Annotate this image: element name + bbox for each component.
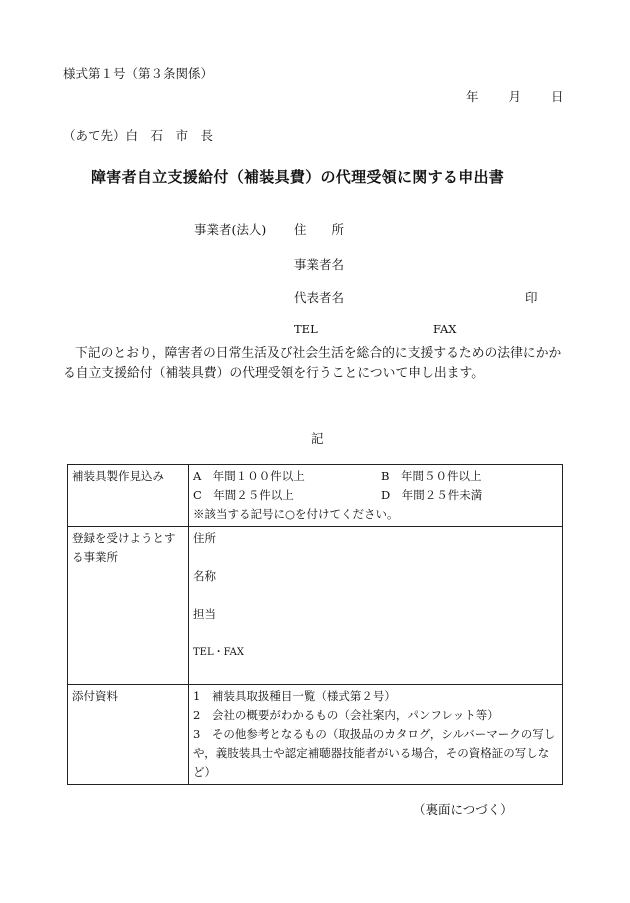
office-label: 登録を受けようとする事業所: [68, 527, 189, 685]
office-telfax-label: TEL・FAX: [193, 647, 245, 658]
ki-heading: 記: [311, 431, 324, 446]
office-row: [68, 527, 563, 685]
document-title: 障害者自立支援給付（補装具費）の代理受領に関する申出書: [91, 168, 505, 186]
option-a: A 年間１００件以上: [193, 469, 305, 483]
applicant-business-name-label: 事業者名: [294, 257, 345, 272]
production-label: 補装具製作見込み: [68, 465, 189, 527]
body-text: 下記のとおり，障害者の日常生活及び社会生活を総合的に支援するための法律にかかる自立支援給付（補装具費）の代理受領を行うことについて申し出ます。: [63, 346, 562, 381]
option-b: B 年間５０件以上: [381, 469, 482, 483]
attachments-row: [68, 685, 563, 785]
applicant-address-label: 住 所: [294, 222, 345, 237]
continue-note: （裏面につづく）: [413, 802, 513, 817]
attachment-item-3: 3 その他参考となるもの（取扱品のカタログ，シルバーマークの写しや，義肢装具士や認定補聴器技能者がいる場合，その資格証の写しなど）: [193, 727, 556, 779]
option-c: C 年間２５件以上: [193, 488, 294, 502]
office-contact-label: 担当: [193, 607, 216, 621]
production-options: [189, 465, 563, 527]
date-month-label: 月: [508, 89, 522, 104]
date-year-label: 年: [466, 89, 479, 104]
attachment-item-2: 2 会社の概要がわかるもの（会社案内，パンフレット等）: [193, 708, 499, 722]
applicant-fax-label: FAX: [433, 322, 457, 336]
office-name-label: 名称: [193, 569, 216, 583]
attachment-item-1: 1 補装具取扱種目一覧（様式第２号）: [193, 689, 396, 703]
applicant-label: 事業者(法人): [194, 222, 267, 237]
option-d: D 年間２５件未満: [381, 488, 483, 502]
addressee: （あて先）白 石 市 長: [63, 128, 214, 143]
details-table: [67, 464, 563, 785]
office-fields: [189, 527, 563, 685]
seal-mark: 印: [525, 290, 538, 305]
date-day-label: 日: [551, 89, 564, 104]
office-address-label: 住所: [193, 531, 216, 545]
applicant-representative-label: 代表者名: [294, 290, 345, 305]
date-line: [466, 87, 564, 105]
attachments-list: [189, 685, 563, 785]
production-row: [68, 465, 563, 527]
production-note: ※該当する記号に○を付けてください。: [193, 507, 399, 521]
attachments-label: 添付資料: [68, 685, 189, 785]
applicant-tel-label: TEL: [294, 322, 318, 336]
form-number: 様式第１号（第３条関係）: [63, 66, 214, 81]
